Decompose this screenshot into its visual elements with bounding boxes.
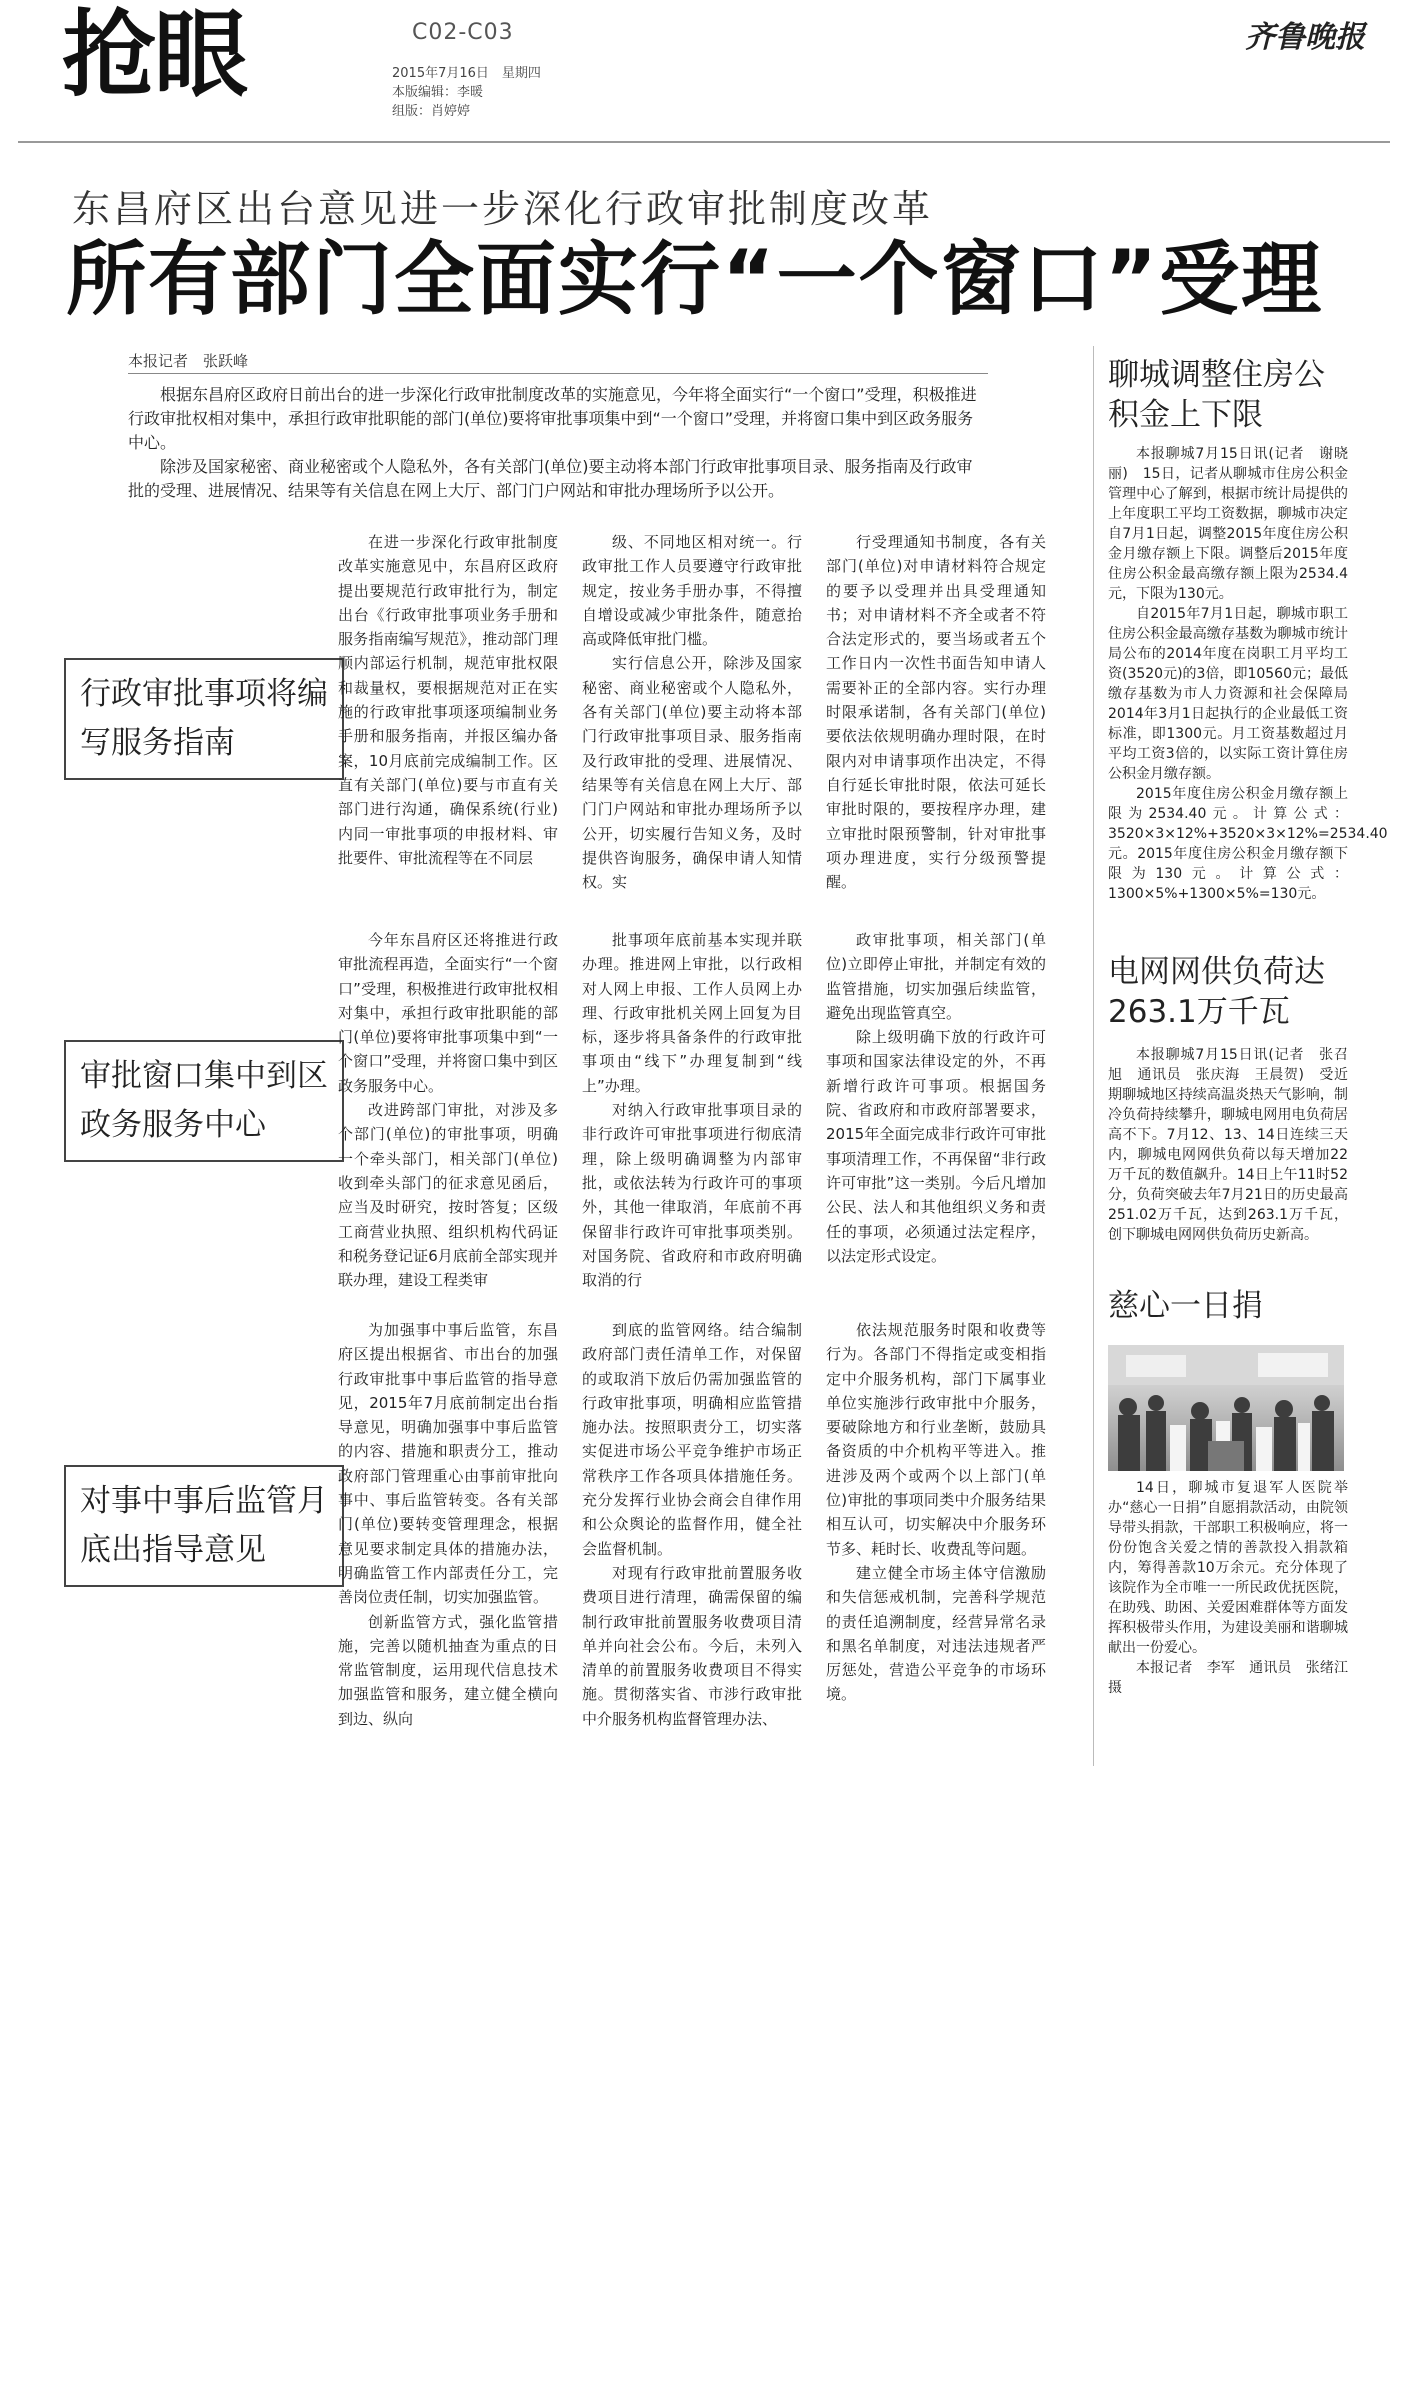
sidebar-divider [1093, 346, 1094, 1766]
article-text: 依法规范服务时限和收费等行为。各部门不得指定或变相指定中介服务机构，部门下属事业单位实施涉行政审批中介服务，要破除地方和行业垄断，鼓励具备资质的中介机构平等进入。推进涉及两个或两个以上部门(单位)审批的事项同类中介服务结果相互认可，切实解决中介服务环节多、耗时长、收费乱等问题。 [826, 1321, 1046, 1558]
lead-paragraph: 除涉及国家秘密、商业秘密或个人隐私外，各有关部门(单位)要主动将本部门行政审批事项目录、服务指南及行政审批的受理、进展情况、结果等有关信息在网上大厅、部门门户网站和审批办理场所予以公开。 [128, 457, 973, 500]
article-text: 批事项年底前基本实现并联办理。推进网上审批，以行政相对人网上申报、工作人员网上办理、行政审批机关网上回复为目标，逐步将具备条件的行政审批事项由“线下”办理复制到“线上”办理。 [582, 931, 802, 1095]
page-code: C02-C03 [412, 20, 514, 45]
article-text: 政审批事项，相关部门(单位)立即停止审批，并制定有效的监管措施，切实加强后续监管，避免出现监管真空。 [826, 931, 1046, 1022]
page-designer: 组版：肖婷婷 [392, 104, 471, 119]
lead-divider [128, 373, 988, 374]
section-3-column-3 [826, 1318, 1046, 1707]
article-text: 今年东昌府区还将推进行政审批流程再造，全面实行“一个窗口”受理，积极推进行政审批权相对集中，承担行政审批职能的部门(单位)要将审批事项集中到“一个窗口”受理，并将窗口集中到区政务服务中心。 [338, 931, 558, 1095]
lead-paragraph: 根据东昌府区政府日前出台的进一步深化行政审批制度改革的实施意见，今年将全面实行“一个窗口”受理，积极推进行政审批权相对集中，承担行政审批职能的部门(单位)要将审批事项集中到“一个窗口”受理，并将窗口集中到区政务服务中心。 [128, 385, 977, 452]
sidebar-3-body [1108, 1478, 1362, 1698]
article-text: 级、不同地区相对统一。行政审批工作人员要遵守行政审批规定，按业务手册办事，不得擅自增设或减少审批条件，随意抬高或降低审批门槛。 [582, 533, 802, 649]
main-subheadline: 东昌府区出台意见进一步深化行政审批制度改革 [72, 187, 934, 231]
sidebar-paragraph: 14日，聊城市复退军人医院举办“慈心一日捐”自愿捐款活动，由院领导带头捐款，干部职工积极响应，将一份份饱含关爱之情的善款投入捐款箱内，筹得善款10万余元。充分体现了该院作为全市唯一一所民政优抚医院，在助残、助困、关爱困难群体等方面发挥积极带头作用，为建设美丽和谐聊城献出一份爱心。 [1108, 1480, 1348, 1656]
main-byline: 本报记者 张跃峰 [128, 352, 249, 370]
article-text: 建立健全市场主体守信激励和失信惩戒机制，完善科学规范的责任追溯制度，经营异常名录和黑名单制度，对违法违规者严厉惩处，营造公平竞争的市场环境。 [826, 1563, 1046, 1704]
article-text: 行受理通知书制度，各有关部门(单位)对申请材料符合规定的要予以受理并出具受理通知书；对申请材料不齐全或者不符合法定形式的，要当场或者五个工作日内一次性书面告知申请人需要补正的全部内容。实行办理时限承诺制，各有关部门(单位)要依法依规明确办理时限，在时限内对申请事项作出决定，不得自行延长审批时限，依法可延长审批时限的，要按程序办理，建立审批时限预警制，针对审批事项办理进度，实行分级预警提醒。 [826, 533, 1046, 892]
sidebar-2-body [1108, 1045, 1348, 1245]
sidebar-paragraph: 2015年度住房公积金月缴存额上限为2534.40元。计算公式：3520×3×12%+3520×3×12%=2534.40元。2015年度住房公积金月缴存额下限为130元。计算公式：1300×5%+1300×5%=130元。 [1108, 786, 1388, 902]
article-text: 除上级明确下放的行政许可事项和国家法律设定的外，不再新增行政许可事项。根据国务院、省政府和市政府部署要求，2015年全面完成非行政许可审批事项清理工作，不再保留“非行政许可审批”这一类别。今后凡增加公民、法人和其他组织义务和责任的事项，必须通过法定程序，以法定形式设定。 [826, 1028, 1046, 1265]
article-text: 为加强事中事后监管，东昌府区提出根据省、市出台的加强行政审批事中事后监管的指导意见，2015年7月底前制定出台指导意见，明确加强事中事后监管的内容、措施和职责分工，推动政府部门管理重心由事前审批向事中、事后监管转变。各有关部门(单位)要转变管理理念，根据意见要求制定具体的措施办法，明确监管工作内部责任分工，完善岗位责任制，切实加强监管。 [338, 1321, 558, 1607]
section-1-title: 行政审批事项将编写服务指南 [64, 658, 344, 780]
sidebar-paragraph: 自2015年7月1日起，聊城市职工住房公积金最高缴存基数为聊城市统计局公布的2014年度在岗职工月平均工资(3520元)的3倍，即10560元；最低缴存基数为市人力资源和社会保障局2014年3月1日起执行的企业最低工资标准，即1300元。月工资基数超过月平均工资3倍的，以实际工资计算住房公积金月缴存额。 [1108, 606, 1348, 782]
sidebar-paragraph: 本报聊城7月15日讯(记者 谢晓丽) 15日，记者从聊城市住房公积金管理中心了解到，根据市统计局提供的上年度职工平均工资数据，聊城市决定自7月1日起，调整2015年度住房公积金月缴存额上下限。调整后2015年度住房公积金最高缴存额上限为2534.4元，下限为130元。 [1108, 446, 1348, 602]
section-2-column-2 [582, 928, 802, 1292]
article-text: 到底的监管网络。结合编制政府部门责任清单工作，对保留的或取消下放后仍需加强监管的行政审批事项，明确相应监管措施办法。按照职责分工，切实落实促进市场公平竞争维护市场正常秩序工作各项具体措施任务。充分发挥行业协会商会自律作用和公众舆论的监督作用，健全社会监督机制。 [582, 1321, 802, 1558]
section-1-column-2 [582, 530, 802, 894]
sidebar-1-body [1108, 444, 1388, 904]
section-1-column-1 [338, 530, 558, 870]
article-text: 实行信息公开，除涉及国家秘密、商业秘密或个人隐私外，各有关部门(单位)要主动将本部门行政审批事项目录、服务指南及行政审批的受理、进展情况、结果等有关信息在网上大厅、部门门户网站和审批办理场所予以公开，切实履行告知义务，及时提供咨询服务，确保申请人知情权。实 [582, 654, 802, 892]
main-lead [128, 383, 988, 503]
section-3-column-2 [582, 1318, 802, 1731]
masthead-divider [18, 141, 1390, 143]
charity-photo [1108, 1345, 1344, 1471]
article-text: 改进跨部门审批，对涉及多个部门(单位)的审批事项，明确一个牵头部门，相关部门(单位)收到牵头部门的征求意见函后，应当及时研究，按时答复；区级工商营业执照、组织机构代码证和税务登记证6月底前全部实现并联办理，建设工程类审 [338, 1101, 558, 1290]
section-title: 抢眼 [62, 1, 247, 110]
photo-credit: 本报记者 李军 通讯员 张绪江 摄 [1108, 1660, 1362, 1696]
section-3-column-1 [338, 1318, 558, 1731]
section-3-title: 对事中事后监管月底出指导意见 [64, 1465, 344, 1587]
main-headline: 所有部门全面实行“一个窗口”受理 [66, 233, 1324, 326]
section-2-column-3 [826, 928, 1046, 1268]
section-1-column-3 [826, 530, 1046, 894]
sidebar-1-headline: 聊城调整住房公积金上下限 [1108, 357, 1325, 433]
crowd-photo-illustration [1108, 1345, 1344, 1471]
newspaper-name: 齐鲁晚报 [1245, 20, 1365, 55]
sidebar-2-headline: 电网网供负荷达263.1万千瓦 [1108, 954, 1325, 1030]
article-text: 在进一步深化行政审批制度改革实施意见中，东昌府区政府提出要规范行政审批行为，制定出台《行政审批事项业务手册和服务指南编写规范》，推动部门理顺内部运行机制，规范审批权限和裁量权，要根据规范对正在实施的行政审批事项逐项编制业务手册和服务指南，并报区编办备案，10月底前完成编制工作。区直有关部门(单位)要与市直有关部门进行沟通，确保系统(行业)内同一审批事项的申报材料、审批要件、审批流程等在不同层 [338, 533, 558, 867]
issue-date: 2015年7月16日 星期四 [392, 66, 541, 81]
sidebar-paragraph: 本报聊城7月15日讯(记者 张召旭 通讯员 张庆海 王晨贺) 受近期聊城地区持续高温炎热天气影响，制冷负荷持续攀升，聊城电网用电负荷居高不下。7月12、13、14日连续三天内，聊城电网网供负荷以每天增加22万千瓦的数值飙升。14日上午11时52分，负荷突破去年7月21日的历史最高251.02万千瓦，达到263.1万千瓦，创下聊城电网网供负荷历史新高。 [1108, 1047, 1348, 1243]
article-text: 创新监管方式，强化监管措施，完善以随机抽查为重点的日常监管制度，运用现代信息技术加强监管和服务，建立健全横向到边、纵向 [338, 1612, 558, 1728]
page-editor: 本版编辑：李暖 [392, 85, 484, 100]
section-2-column-1 [338, 928, 558, 1292]
article-text: 对纳入行政审批事项目录的非行政许可审批事项进行彻底清理，除上级明确调整为内部审批，或依法转为行政许可的事项外，其他一律取消，年底前不再保留非行政许可审批事项类别。对国务院、省政府和市政府明确取消的行 [582, 1101, 802, 1290]
article-text: 对现有行政审批前置服务收费项目进行清理，确需保留的编制行政审批前置服务收费项目清单并向社会公布。今后，未列入清单的前置服务收费项目不得实施。贯彻落实省、市涉行政审批中介服务机构监督管理办法、 [582, 1563, 802, 1728]
section-2-title: 审批窗口集中到区政务服务中心 [64, 1040, 344, 1162]
sidebar-3-headline: 慈心一日捐 [1108, 1288, 1263, 1324]
